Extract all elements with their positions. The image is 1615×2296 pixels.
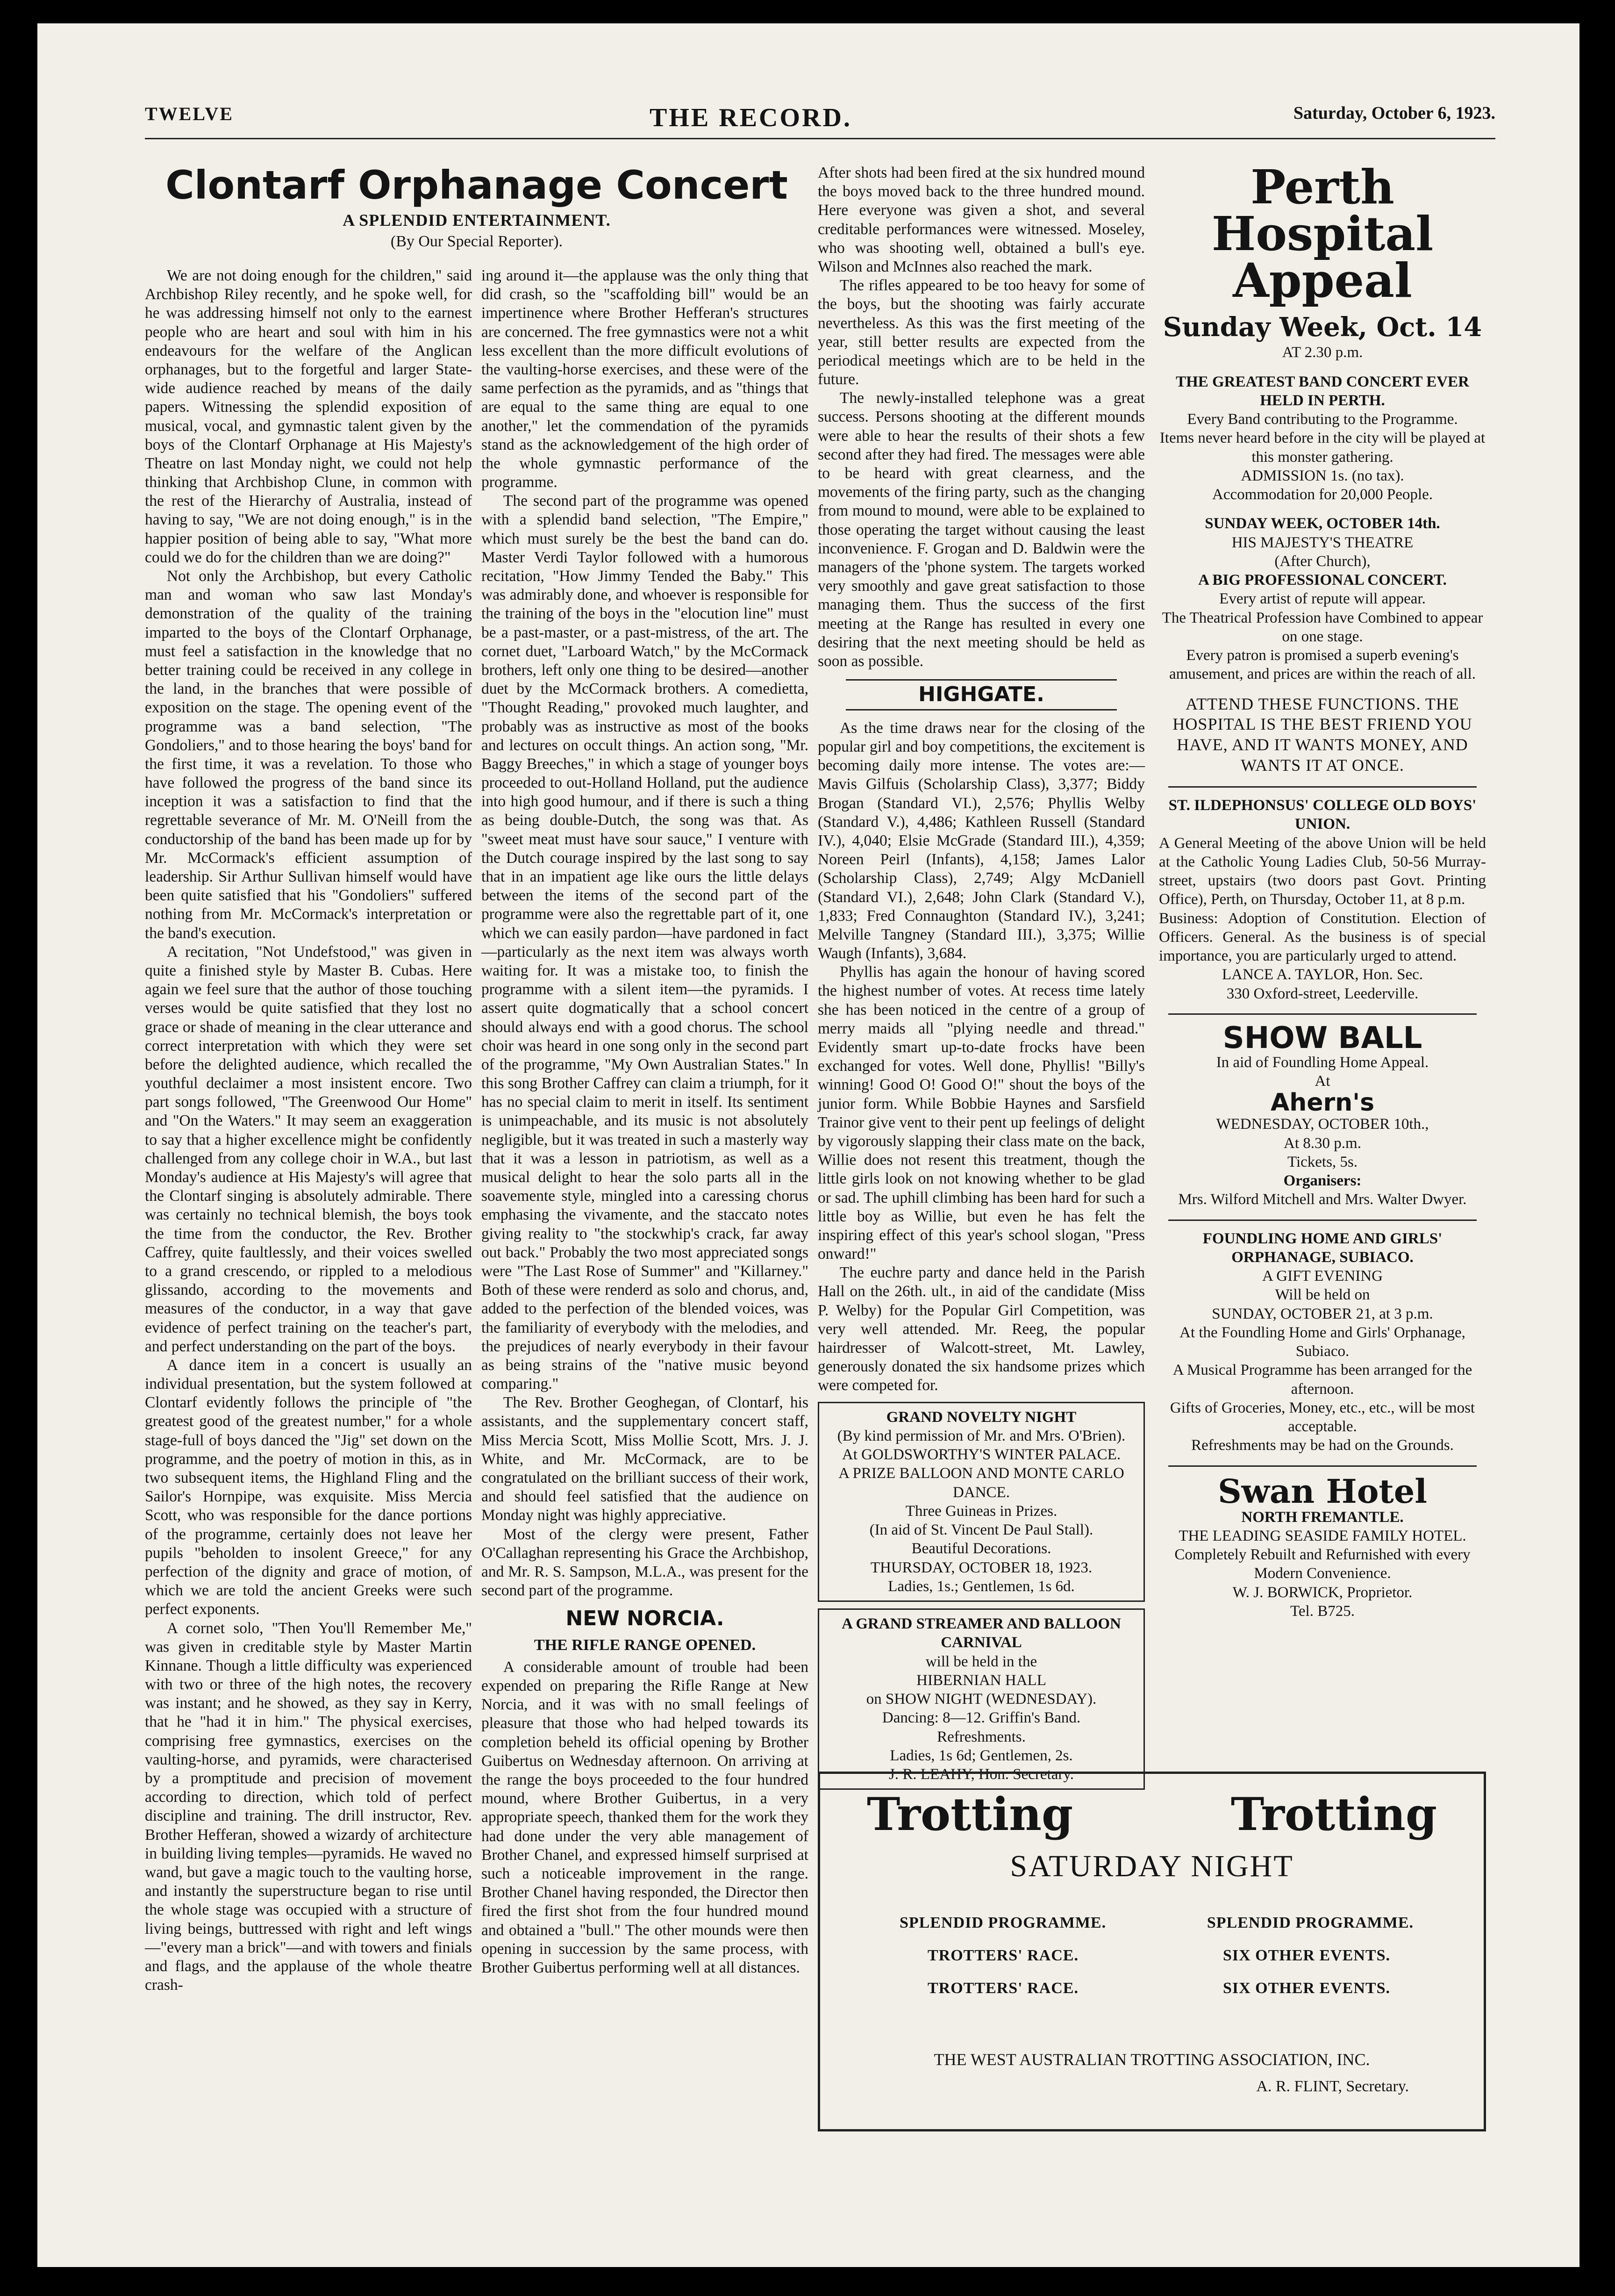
band-concert-heading: THE GREATEST BAND CONCERT EVER HELD IN PERTH. [1176, 373, 1469, 409]
article-paragraph: A considerable amount of trouble had been expended on preparing the Rifle Range at New Norcia, and it was with no small feelings of pleasure that those who had helped towards its completion beheld its official opening by Brother Guibertus on Wednesday afternoon. On arriving at the range the boys proceeded to the four hundred mound, where Brother Guibertus, in a very appropriate speech, thanked them for the work they had done under the very able management of Brother Chanel, and expressed himself surprised at such a noticeable improvement in the range. Brother Chanel having responded, the Director then fired the first shot from the four hundred mound and obtained a "bull." The other mounds were then opening in succession by the same process, with Brother Guibertus performing well at all distances. [481, 1658, 808, 1976]
organisers-heading: Organisers: [1283, 1172, 1362, 1190]
new-norcia-headline: NEW NORCIA. [565, 1607, 724, 1631]
ad-line: W. J. BORWICK, Proprietor. [1232, 1584, 1413, 1601]
article-column-1 [145, 266, 472, 2136]
trotting-secretary: A. R. FLINT, Secretary. [1256, 2078, 1409, 2095]
header-rule [145, 138, 1495, 139]
sunday-week-heading: Sunday Week, Oct. 14 [1163, 312, 1482, 343]
article-paragraph: The Rev. Brother Geoghegan, of Clontarf, his assistants, and the supplementary concert staff, Miss Mercia Scott, Miss Mollie Scott, Mrs. J. J. White, and Mr. McCormack, are to be congratulated on the brilliant success of their work, and should feel satisfied that the audience on Monday night was highly appreciative. [481, 1394, 808, 1524]
issue-date: Saturday, October 6, 1923. [1293, 103, 1495, 123]
ad-line: WEDNESDAY, OCTOBER 10th., [1216, 1116, 1429, 1133]
article-paragraph: ing around it—the applause was the only thing that did crash, so the "scaffolding bill" would be an impertinence where Brother Hefferan's structures are concerned. The free gymnastics were not a whit less excellent than the more difficult evolutions of the vaulting-horse exercises, and these were of the same perfection as the pyramids, and as "things that are equal to the same thing are equal to one another," let the commendation of the pyramids stand as the acknowledgement of the high order of the whole gymnastic performance of the programme. [481, 267, 808, 491]
ad-line: Every patron is promised a superb evening's amusement, and prices are within the reach of all. [1169, 647, 1476, 683]
professional-concert-heading: A BIG PROFESSIONAL CONCERT. [1198, 572, 1447, 589]
attend-notice: ATTEND THESE FUNCTIONS. THE HOSPITAL IS THE BEST FRIEND YOU HAVE, AND IT WANTS MONEY, AND WANTS IT AT ONCE. [1172, 694, 1472, 775]
foundling-home-title: FOUNDLING HOME AND GIRLS' ORPHANAGE, SUBIACO. [1202, 1230, 1443, 1266]
article-column-2 [481, 266, 808, 2136]
article-paragraph: The euchre party and dance held in the Parish Hall on the 26th. ult., in aid of the candidate (Miss P. Welby) for the Popular Girl Competition, was very well attended. Mr. Reeg, the popular hairdresser of Walcott-street, Mt. Lawley, generously donated the six handsome prizes which were competed for. [818, 1264, 1145, 1394]
article-paragraph: Not only the Archbishop, but every Catholic man and woman who saw last Monday's demonstration of the quality of the training imparted to the boys of the Clontarf Orphanage, must feel a satisfaction in the knowledge that no better training could be received in any college in the land, in the branches that were possible of exposition on the stage. The opening event of the programme was a band selection, "The Gondoliers," and to those hearing the boys' band for the first time, it was a revelation. To those who have followed the progress of the band since its inception it was a satisfaction to find that the regrettable severance of Mr. M. O'Neill from the conductorship of the band has been made up for by Mr. McCormack's efficient assumption of leadership. Sir Arthur Sullivan himself would have been quite satisfied that his "Gondoliers" suffered nothing from Mr. McCormack's interpretation or the band's execution. [145, 567, 472, 942]
article-paragraph: Phyllis has again the honour of having scored the highest number of votes. At recess time lately she has been noticed in the centre of a group of merry maids all "plying needle and thread." Evidently smart up-to-date frocks have been exchanged for votes. Well done, Phyllis! "Billy's winning! Good O! Good O!" shout the boys of the junior form. While Bobbie Haynes and Sarsfield Trainor give vent to their pent up feelings of delight by vigorously slapping their class mate on the back, Willie does not resent this treatment, though the little girls look on not knowing whether to be glad or sad. The uphill climbing has been hard for such a little boy as Willie, but even he has felt the inspiring effect of this year's school slogan, "Press onward!" [818, 963, 1145, 1263]
ildephonsus-business: Business: Adoption of Constitution. Election of Officers. General. As the business is of special importance, you are particularly urged to attend. [1159, 910, 1486, 965]
ad-line: At [1315, 1073, 1330, 1090]
novelty-night-ad [818, 1402, 1145, 1602]
ad-line: Ladies, 1s.; Gentlemen, 1s 6d. [888, 1578, 1075, 1595]
swan-hotel-ad [1159, 1471, 1486, 1621]
ad-line: HIBERNIAN HALL [916, 1672, 1046, 1689]
trotting-right-line: SIX OTHER EVENTS. [1222, 1980, 1390, 1997]
ad-line: The Theatrical Profession have Combined to appear on one stage. [1162, 609, 1483, 645]
trotting-ad [818, 1772, 1486, 2131]
professional-concert-block [1159, 514, 1486, 683]
masthead-title: THE RECORD. [650, 103, 852, 132]
divider [1168, 1220, 1477, 1221]
concert-byline: (By Our Special Reporter). [390, 233, 563, 251]
band-concert-block [1159, 373, 1486, 504]
ad-line: Refreshments may be had on the Grounds. [1191, 1437, 1454, 1454]
ildephonsus-signature: LANCE A. TAYLOR, Hon. Sec. [1222, 966, 1423, 983]
ad-line: In aid of Foundling Home Appeal. [1216, 1054, 1429, 1071]
concert-headline: Clontarf Orphanage Concert [165, 162, 788, 208]
ad-line: J. R. LEAHY, Hon. Secretary. [889, 1766, 1074, 1783]
streamer-carnival-ad [818, 1608, 1145, 1790]
show-ball-title: SHOW BALL [1222, 1020, 1422, 1055]
article-paragraph: A recitation, "Not Undefstood," was given in quite a finished style by Master B. Cubas. Here again we feel sure that the author of those touching verses would be quite satisfied that they lost no grace or shade of meaning in the clear utterance and correct interpretation with which they were set before the delighted audience, which recalled the youthful declaimer a most insistent encore. Two part songs followed, "The Greenwood Our Home" and "On the Waters." It may seem an exaggeration to say that a higher excellence might be confidently challenged from any college choir in W.A., but last Monday's audience at His Majesty's will agree that the Clontarf singing is absolutely admirable. There was certainly no technical blemish, the boys took the time from the conductor, the Rev. Brother Caffrey, quite faultlessly, and their voices swelled to a grand crescendo, or rippled to a melodious glissando, according to the movements and measures of the conductor, in a way that gave evidence of perfect training on the teacher's part, and perfect understanding on the part of the boys. [145, 943, 472, 1355]
article-paragraph: The newly-installed telephone was a great success. Persons shooting at the different mounds were able to hear the results of their shots a few second after they had fired. The messages were able to be heard with great clearness, and the movements of the firing party, such as the changing from mound to mound, were able to be explained to those operating the target without causing the least inconvenience. F. Grogan and D. Baldwin were the managers of the 'phone system. The targets worked very smoothly and gave great satisfaction to those managing them. Thus the success of the first meeting at the Range has resulted in every one desiring that the next meeting should be held as soon as possible. [818, 389, 1145, 670]
article-paragraph: After shots had been fired at the six hundred mound the boys moved back to the three hundred mound. Here everyone was given a shot, and several creditable performances were witnessed. Moseley, who was shooting well, obtained a bull's eye. Wilson and McInnes also reached the mark. [818, 164, 1145, 275]
ad-line: (After Church), [1274, 552, 1371, 570]
ad-line: HIS MAJESTY'S THEATRE [1231, 534, 1414, 551]
article-paragraph: Most of the clergy were present, Father O'Callaghan representing his Grace the Archbishop, and Mr. R. S. Sampson, M.L.A., was present for the second part of the programme. [481, 1525, 808, 1600]
highgate-headline: HIGHGATE. [846, 679, 1117, 710]
appeal-title: Appeal [1233, 253, 1412, 308]
ad-line: Every Band contributing to the Programme. [1187, 411, 1458, 428]
ad-line: Ladies, 1s 6d; Gentlemen, 2s. [890, 1747, 1073, 1764]
ad-line: (By kind permission of Mr. and Mrs. O'Brien). [837, 1427, 1126, 1444]
trotting-right-line: SIX OTHER EVENTS. [1222, 1947, 1390, 1964]
ad-line: Tel. B725. [1290, 1602, 1355, 1620]
hospital-time: AT 2.30 p.m. [1282, 344, 1363, 361]
ad-line: Tickets, 5s. [1287, 1153, 1358, 1170]
ildephonsus-notice [1159, 796, 1486, 1003]
ad-line: At 8.30 p.m. [1284, 1134, 1361, 1152]
ad-line: Refreshments. [937, 1728, 1026, 1745]
ad-line: (In aid of St. Vincent De Paul Stall). [869, 1521, 1093, 1539]
ad-line: A GIFT EVENING [1262, 1268, 1383, 1285]
newspaper-page [37, 23, 1579, 2267]
ad-line: will be held in the [925, 1653, 1037, 1670]
ildephonsus-address: 330 Oxford-street, Leederville. [1226, 985, 1419, 1002]
ad-line: Dancing: 8—12. Griffin's Band. [882, 1709, 1081, 1727]
ildephonsus-title: ST. ILDEPHONSUS' COLLEGE OLD BOYS' UNION. [1168, 797, 1477, 833]
ad-line: Mrs. Wilford Mitchell and Mrs. Walter Dwyer. [1178, 1191, 1467, 1208]
ad-line: Three Guineas in Prizes. [905, 1502, 1058, 1520]
trotting-heading-right: Trotting [1230, 1788, 1437, 1841]
ildephonsus-text: A General Meeting of the above Union will be held at the Catholic Young Ladies Club, 50-56 Murray-street, upstairs (two doors past Govt. Printing Office), Perth, on Thursday, October 11, at 8 p.m. [1159, 834, 1486, 908]
show-ball-venue: Ahern's [1270, 1089, 1375, 1117]
professional-concert-date: SUNDAY WEEK, OCTOBER 14th. [1205, 515, 1440, 532]
divider [1168, 786, 1477, 788]
advertisement-column [1159, 159, 1486, 1828]
novelty-night-title: GRAND NOVELTY NIGHT [886, 1408, 1077, 1426]
article-column-3 [818, 164, 1145, 1783]
article-paragraph: A dance item in a concert is usually an individual presentation, but the system followed at Clontarf evidently follows the principle of "the greatest good of the greatest number," for a whole stage-full of boys danced the "Jig" set down on the programme, and the poetry of motion in this, as in two subsequent items, the Highland Fling and the Sailor's Hornpipe, was exquisite. Miss Mercia Scott, who was responsible for the dance portions of the programme, certainly does not leave her pupils "beholden to insolent Greece," for any perfection of the dignity and grace of motion, of which we are told the ancient Greeks were such perfect exponents. [145, 1356, 472, 1618]
saturday-night-heading: SATURDAY NIGHT [1010, 1849, 1294, 1883]
article-paragraph: We are not doing enough for the children," said Archbishop Riley recently, and he spoke well, for he was addressing himself not only to the earnest people who are heart and soul with him in his endeavours for the welfare of the Anglican orphanages, but to the forgetful and larger State-wide audience reached by means of the daily papers. Witnessing the splendid exposition of musical, vocal, and gymnastic talent given by the boys of the Clontarf Orphanage at His Majesty's Theatre on last Monday night, we could not help thinking that Archbishop Clune, in common with the rest of the Hierarchy of Australia, instead of having to say, "We are not doing enough," is in the happier position of being able to say, "What more could we do for the children than we are doing?" [145, 267, 472, 566]
ad-line: THURSDAY, OCTOBER 18, 1923. [870, 1559, 1093, 1576]
article-paragraph: The second part of the programme was opened with a splendid band selection, "The Empire," which must surely be the best the band can do. Master Verdi Taylor followed with a humorous recitation, "How Jimmy Tended the Baby." This was admirably done, and whoever is responsible for the training of the boys in the "elocution line" must be a past-master, or a past-mistress, of the art. The cornet duet, "Larboard Watch," by the McCormack brothers, left only one thing to be desired—another duet by the McCormack brothers. A comedietta, "Thought Reading," provoked much laughter, and probably was as instructive as most of the books and lectures on occult things. An action song, "Mr. Baggy Breeches," in which a stage of younger boys proceeded to out-Holland Holland, put the audience into high good humour, and if there is such a thing as being double-Dutch, the song was that. As "sweet meat must have sour sauce," I venture with the Dutch courage inspired by the last song to say that in an impatient age like ours the little delays between the items of the second part of the programme were also the regrettable part of it, one which we can easily pardon—have pardoned in fact—particularly as the next item was always worth waiting for. It was a mistake too, to finish the programme with a silent item—the pyramids. I assert quite dogmatically that a school concert should always end with a good chorus. The school choir was heard in one song only in the second part of the programme, "My Own Australian States." In this song Brother Caffrey can claim a triumph, for it has no special claim to merit in itself. Its sentiment is unimpeachable, and its music is not absolutely negligible, but it was treated in such a masterly way that it was a lesson in patriotism, as well as a musical delight to hear the solo parts all in the soavemente style, mingled into a caressing chorus emphasing the vivamente, and the staccato notes giving reality to "the stockwhip's crack, far away out back." Probably the two most appreciated songs were "The Last Rose of Summer" and "Killarney." Both of these were renderd as solo and chorus, and, added to the perfection of the blended voices, was the familiarity of everybody with the melodies, and the prejudices of nearly everybody in their favour as being strains of the "native music beyond comparing." [481, 492, 808, 1393]
trotting-left-line: SPLENDID PROGRAMME. [900, 1914, 1107, 1931]
trotting-association: THE WEST AUSTRALIAN TROTTING ASSOCIATION, INC. [934, 2050, 1370, 2069]
foundling-home-ad [1159, 1229, 1486, 1455]
ad-line: THE LEADING SEASIDE FAMILY HOTEL. [1179, 1527, 1466, 1544]
hospital-appeal-ad [1159, 159, 1486, 362]
show-ball-ad [1159, 1020, 1486, 1209]
article-paragraph: A cornet solo, "Then You'll Remember Me," was given in creditable style by Master Martin Kinnane. Though a little difficulty was experienced with two or three of the high notes, the recovery was instant; and he showed, as they say in Kerry, that he "had it in him." The physical exercises, comprising free gymnastics, exercises on the vaulting-horse, and pyramids, were characterised by a promptitude and precision of movement according to direction, which told of perfect discipline and training. The drill instructor, Rev. Brother Hefferan, showed a wizardy of architecture in building living temples—pyramids. He waved no wand, but gave a magic touch to the vaulting horse, and instantly the superstructure began to rise until the whole stage was occupied with a structure of living beings, buttressed with right and left wings—"every man a brick"—and with towers and finials and flags, and the applause of the whole theatre crash- [145, 1619, 472, 1994]
trotting-right-line: SPLENDID PROGRAMME. [1207, 1914, 1414, 1931]
trotting-heading-left: Trotting [867, 1788, 1073, 1841]
ad-line: Accommodation for 20,000 People. [1212, 486, 1433, 503]
trotting-left-line: TROTTERS' RACE. [928, 1947, 1079, 1964]
ad-line: At GOLDSWORTHY'S WINTER PALACE. [842, 1446, 1121, 1464]
streamer-carnival-title: A GRAND STREAMER AND BALLOON CARNIVAL [842, 1615, 1121, 1651]
ad-line: Gifts of Groceries, Money, etc., etc., will be most acceptable. [1170, 1399, 1475, 1435]
divider [1168, 1013, 1477, 1015]
ad-line: SUNDAY, OCTOBER 21, at 3 p.m. [1212, 1305, 1433, 1322]
ad-line: At the Foundling Home and Girls' Orphanage, Subiaco. [1179, 1324, 1465, 1360]
trotting-left-line: TROTTERS' RACE. [928, 1980, 1079, 1997]
rifle-range-subheadline: THE RIFLE RANGE OPENED. [534, 1636, 756, 1654]
ad-line: on SHOW NIGHT (WEDNESDAY). [866, 1691, 1097, 1708]
ad-line: ADMISSION 1s. (no tax). [1241, 467, 1404, 484]
ad-line: A PRIZE BALLOON AND MONTE CARLO DANCE. [838, 1465, 1124, 1501]
swan-hotel-location: NORTH FREMANTLE. [1241, 1508, 1404, 1526]
ad-line: Will be held on [1275, 1286, 1370, 1304]
ad-line: Completely Rebuilt and Refurnished with every Modern Convenience. [1174, 1546, 1471, 1582]
ad-line: Every artist of repute will appear. [1219, 590, 1426, 608]
page-number: TWELVE [145, 103, 234, 124]
ad-line: Beautiful Decorations. [911, 1540, 1051, 1557]
hospital-title: Perth Hospital [1211, 159, 1434, 261]
concert-subheadline: A SPLENDID ENTERTAINMENT. [343, 211, 611, 230]
article-paragraph: As the time draws near for the closing of the popular girl and boy competitions, the excitement is becoming daily more intense. The votes are:— Mavis Gilfuis (Scholarship Class), 3,377; Biddy Brogan (Standard VI.), 2,576; Phyllis Welby (Standard V.), 4,486; Kathleen Russell (Standard IV.), 4,040; Elsie McGrade (Standard III.), 4,359; Noreen Peirl (Infants), 4,158; James Lalor (Scholarship Class), 2,749; Algy McDaniell (Standard VI.), 2,648; John Clark (Standard V.), 1,833; Fred Connaughton (Standard IV.), 3,241; Melville Tangney (Standard III.), 3,375; Willie Waugh (Infants), 3,684. [818, 719, 1145, 962]
divider [1168, 1465, 1477, 1467]
ad-line: Items never heard before in the city will be played at this monster gathering. [1159, 430, 1486, 466]
article-paragraph: The rifles appeared to be too heavy for some of the boys, but the shooting was fairly accurate nevertheless. As this was the first meeting of the year, still better results are expected from the periodical meetings which are to be held in the future. [818, 277, 1145, 388]
swan-hotel-title: Swan Hotel [1218, 1471, 1427, 1511]
ad-line: A Musical Programme has been arranged for the afternoon. [1172, 1362, 1472, 1398]
